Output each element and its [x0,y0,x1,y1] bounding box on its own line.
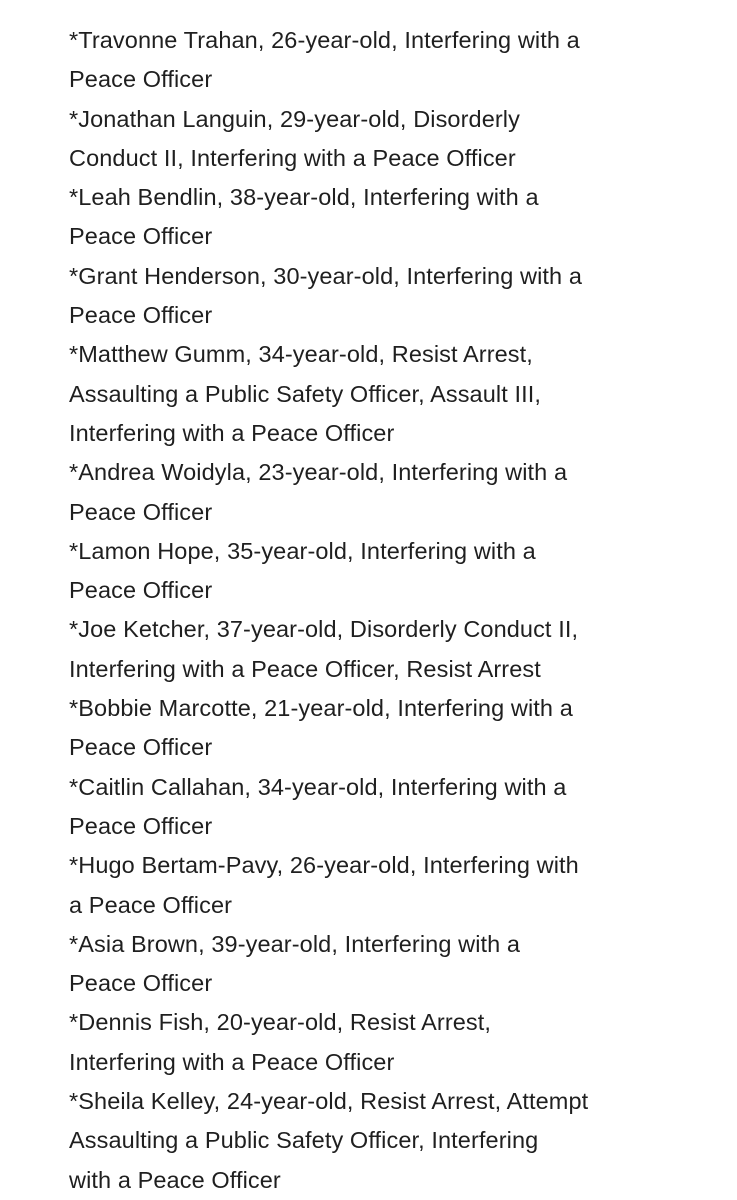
list-item-line: *Caitlin Callahan, 34-year-old, Interfering with a [69,773,567,800]
list-item-line: Peace Officer [69,302,213,329]
list-item [69,846,709,925]
list-item-line: *Travonne Trahan, 26-year-old, Interfering with a [69,27,580,53]
list-item [69,1082,709,1200]
list-item-line: Peace Officer [69,577,213,604]
list-item-line: Assaulting a Public Safety Officer, Interfering [69,1127,539,1154]
arrest-list [69,21,709,1200]
list-item-line: *Matthew Gumm, 34-year-old, Resist Arrest, [69,341,533,368]
list-item-line: *Dennis Fish, 20-year-old, Resist Arrest, [69,1009,492,1036]
list-item-line: *Joe Ketcher, 37-year-old, Disorderly Conduct II, [69,616,579,643]
list-item [69,178,709,257]
list-item-line: Peace Officer [69,498,213,525]
list-item-line: *Sheila Kelley, 24-year-old, Resist Arrest, Attempt [69,1088,589,1115]
list-item-line: Peace Officer [69,812,213,839]
list-item [69,100,709,179]
list-item [69,257,709,336]
list-item-line: Peace Officer [69,66,213,93]
list-item-line: Peace Officer [69,734,213,761]
list-item-line: Peace Officer [69,223,213,250]
list-item [69,532,709,611]
list-item-line: Interfering with a Peace Officer, Resist Arrest [69,655,541,682]
list-item [69,453,709,532]
list-item [69,925,709,1004]
list-item-line: Interfering with a Peace Officer [69,1048,395,1075]
list-item [69,21,709,100]
list-item [69,689,709,768]
list-item-line: Conduct II, Interfering with a Peace Officer [69,144,516,171]
list-item-line: Assaulting a Public Safety Officer, Assault III, [69,380,541,407]
list-item-line: *Bobbie Marcotte, 21-year-old, Interfering with a [69,695,573,722]
list-item-line: *Jonathan Languin, 29-year-old, Disorderly [69,105,520,132]
list-item-line: a Peace Officer [69,891,233,918]
list-item-line: *Leah Bendlin, 38-year-old, Interfering with a [69,184,539,211]
list-item-line: *Asia Brown, 39-year-old, Interfering with a [69,930,521,957]
list-item-line: *Andrea Woidyla, 23-year-old, Interfering with a [69,459,568,486]
list-item-line: Peace Officer [69,970,213,997]
list-item [69,610,709,689]
list-item-line: with a Peace Officer [69,1166,281,1193]
list-item-line: *Hugo Bertam-Pavy, 26-year-old, Interfering with [69,852,579,879]
list-item [69,335,709,453]
list-item-line: *Grant Henderson, 30-year-old, Interfering with a [69,262,583,289]
list-item-line: *Lamon Hope, 35-year-old, Interfering with a [69,537,536,564]
list-item [69,768,709,847]
list-item-line: Interfering with a Peace Officer [69,419,395,446]
list-item [69,1003,709,1082]
